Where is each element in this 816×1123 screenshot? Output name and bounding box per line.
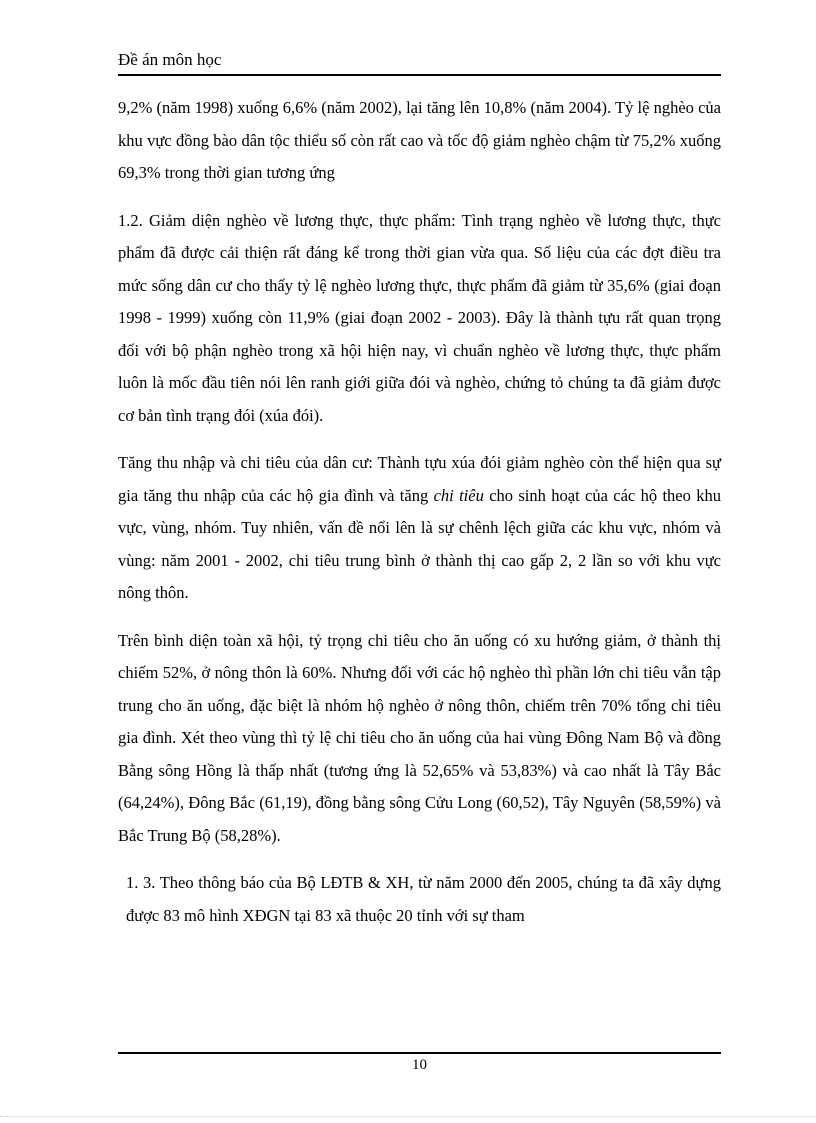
document-body [118,92,721,947]
page-number: 10 [412,1057,427,1073]
paragraph-xdgn-models: 1. 3. Theo thông báo của Bộ LĐTB & XH, từ năm 2000 đến 2005, chúng ta đã xây dựng được 83 mô hình XĐGN tại 83 xã thuộc 20 tỉnh với sự tham [126,873,721,925]
paragraph-income-spending-part1: Tăng thu nhập và chi tiêu của dân cư: Thành tựu xúa đói giảm nghèo còn thể hiện qua sự gia tăng thu nhập của các hộ gia đình và tăng [118,453,721,505]
paragraph-income-spending [118,447,721,610]
page-header [118,48,721,76]
page-bottom-divider [0,1116,816,1117]
paragraph-food-poverty: 1.2. Giảm diện nghèo về lương thực, thực phẩm: Tình trạng nghèo về lương thực, thực phẩm đã được cải thiện rất đáng kể trong thời gian vừa qua. Số liệu của các đợt điều tra mức sống dân cư cho thấy tỷ lệ nghèo lương thực, thực phẩm đã giảm từ 35,6% (giai đoạn 1998 - 1999) xuống còn 11,9% (giai đoạn 2002 - 2003). Đây là thành tựu rất quan trọng đối với bộ phận nghèo trong xã hội hiện nay, vì chuẩn nghèo về lương thực, thực phẩm luôn là mốc đầu tiên nói lên ranh giới giữa đói và nghèo, chứng tỏ chúng ta đã giảm được cơ bản tình trạng đói (xúa đói). [118,210,721,425]
header-title: Đề án môn học [118,50,222,69]
paragraph-food-spending-share: Trên bình diện toàn xã hội, tỷ trọng chi tiêu cho ăn uống có xu hướng giảm, ở thành thị chiếm 52%, ở nông thôn là 60%. Nhưng đối với các hộ nghèo thì phần lớn chi tiêu vẫn tập trung cho ăn uống, đặc biệt là nhóm hộ nghèo ở nông thôn, chiếm trên 70% tổng chi tiêu gia đình. Xét theo vùng thì tỷ lệ chi tiêu cho ăn uống của hai vùng Đông Nam Bộ và đồng Bằng sông Hồng là thấp nhất (tương ứng là 52,65% và 53,83%) và cao nhất là Tây Bắc (64,24%), Đông Bắc (61,19), đồng bằng sông Cửu Long (60,52), Tây Nguyên (58,59%) và Bắc Trung Bộ (58,28%). [118,630,721,845]
paragraph-poverty-rate: 9,2% (năm 1998) xuống 6,6% (năm 2002), lại tăng lên 10,8% (năm 2004). Tỷ lệ nghèo của khu vực đồng bào dân tộc thiểu số còn rất cao và tốc độ giảm nghèo chậm từ 75,2% xuống 69,3% trong thời gian tương ứng [118,98,721,182]
emphasis-chi-tieu: chi tiêu [433,485,484,505]
page-footer [118,1052,721,1074]
paragraph-income-spending-part2: cho sinh hoạt của các hộ theo khu vực, vùng, nhóm. Tuy nhiên, vấn đề nổi lên là sự chênh lệch giữa các khu vực, nhóm và vùng: năm 2001 - 2002, chi tiêu trung bình ở thành thị cao gấp 2, 2 lần so với khu vực nông thôn. [118,485,721,602]
